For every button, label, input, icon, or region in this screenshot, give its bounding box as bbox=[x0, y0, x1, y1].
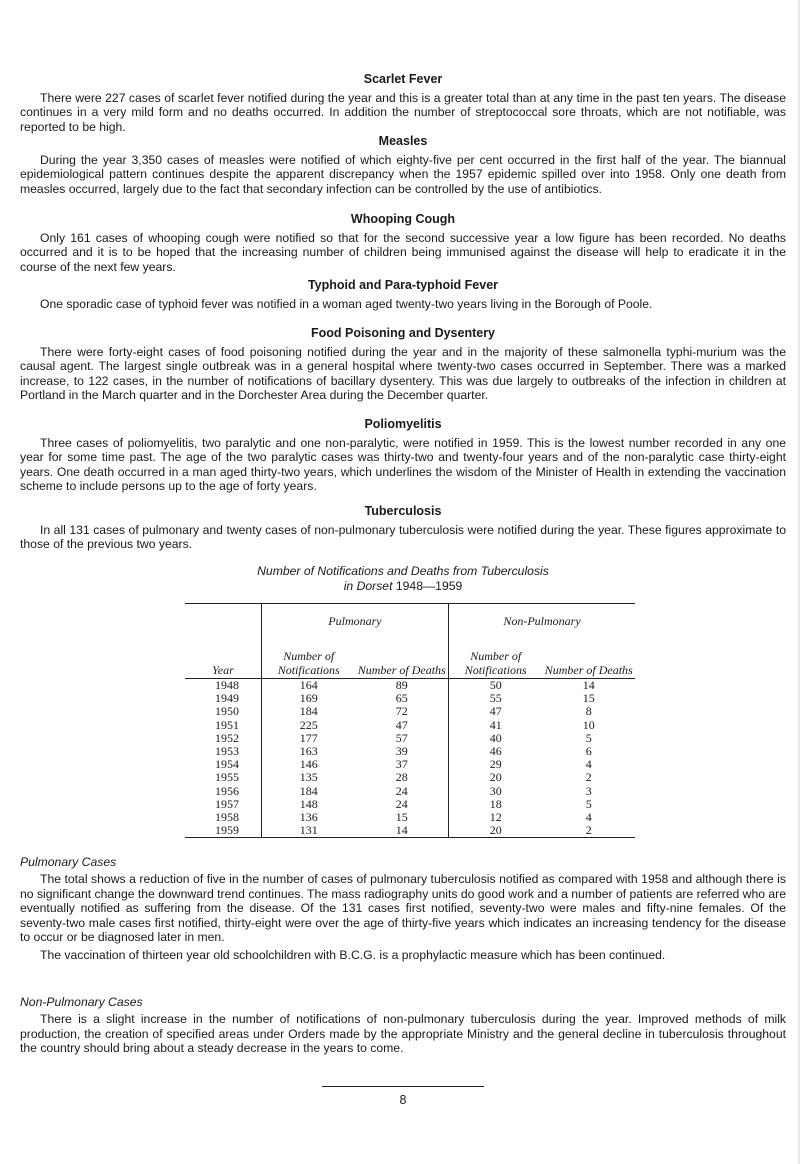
cell-pulmonary-notifications: 163 bbox=[261, 745, 355, 758]
cell-year: 1949 bbox=[214, 691, 239, 706]
section-paragraph: The total shows a reduction of five in the number of cases of pulmonary tuberculosis notified as compared with 1958 and although there is no significant change the downward trend continues. The mass radiography units do good work and a number of patients are referred who are eventually notified as suffering from the disease. Of the 131 cases first notified, seventy-two were males and fifty-nine females. Of the seventy-two male cases first notified, thirty-eight were over the age of thirty-five years which indicates an increasing tendency for the disease to occur or be diagnosed later in men. bbox=[20, 872, 787, 944]
cell-pulmonary-notifications: 184 bbox=[261, 785, 355, 798]
section-heading: Scarlet Fever bbox=[363, 72, 443, 86]
cell-pulmonary-deaths: 57 bbox=[395, 730, 408, 745]
cell-year: 1959 bbox=[185, 824, 261, 838]
cell-nonpulmonary-deaths: 2 bbox=[585, 770, 592, 785]
section-paragraph: Three cases of poliomyelitis, two paralytic and one non-paralytic, were notified in 1959. This is the lowest number recorded in any one year for some time past. The age of the two paralytic cases was thirty-two and twenty-four years and of the non-paralytic case thirty-eight years. One death occurred in a man aged thirty-two years, which underlines the wisdom of the Minister of Health in extending the vaccination scheme to include persons up to the age of forty years. bbox=[20, 435, 786, 493]
section-pulmonary-cases bbox=[20, 855, 786, 963]
tuberculosis-table bbox=[185, 603, 635, 838]
cell-pulmonary-deaths: 14 bbox=[355, 824, 448, 838]
cell-year: 1957 bbox=[214, 796, 239, 811]
cell-pulmonary-notifications: 177 bbox=[261, 732, 355, 745]
table-column-header bbox=[185, 640, 635, 679]
cell-pulmonary-notifications: 169 bbox=[261, 692, 355, 705]
section-heading: Poliomyelitis bbox=[364, 417, 442, 431]
cell-pulmonary-notifications: 131 bbox=[261, 824, 355, 838]
section-paragraph: One sporadic case of typhoid fever was notified in a woman aged twenty-two years living in the Borough of Poole. bbox=[40, 296, 653, 311]
cell-pulmonary-deaths: 47 bbox=[395, 717, 408, 732]
cell-pulmonary-notifications: 136 bbox=[261, 811, 355, 824]
cell-nonpulmonary-deaths: 8 bbox=[585, 704, 592, 719]
table-row bbox=[185, 732, 635, 745]
cell-nonpulmonary-deaths: 2 bbox=[542, 824, 635, 838]
table-row bbox=[185, 771, 635, 784]
group-header-pulmonary: Pulmonary bbox=[261, 604, 448, 641]
section-heading: Whooping Cough bbox=[350, 212, 456, 226]
section-heading: Typhoid and Para-typhoid Fever bbox=[307, 278, 499, 292]
table-row bbox=[185, 745, 635, 758]
section-heading: Tuberculosis bbox=[364, 504, 442, 518]
cell-nonpulmonary-notifications: 47 bbox=[448, 705, 542, 718]
section-paragraph: There were forty-eight cases of food poisoning notified during the year and in the majority of these salmonella typhi-murium was the causal agent. The largest single outbreak was in a general hospital where twenty-two cases occurred in September. There was a marked increase, to 122 cases, in the number of notifications of bacillary dysentery. This was due largely to outbreaks of the infection in children at Portland in the March quarter and in the Dorchester Area during the December quarter. bbox=[20, 344, 786, 402]
section-heading: Measles bbox=[378, 134, 428, 148]
column-header-pulmonary-deaths: Number of Deaths bbox=[355, 640, 448, 679]
table-row bbox=[185, 798, 635, 811]
cell-pulmonary-deaths: 24 bbox=[395, 783, 408, 798]
cell-pulmonary-notifications: 148 bbox=[261, 798, 355, 811]
table-body bbox=[185, 679, 635, 838]
table-row bbox=[185, 692, 635, 705]
section-food-poisoning bbox=[20, 326, 786, 402]
cell-nonpulmonary-notifications: 12 bbox=[448, 811, 542, 824]
cell-nonpulmonary-deaths: 4 bbox=[585, 757, 592, 772]
table-header-blank bbox=[185, 604, 261, 641]
cell-pulmonary-deaths: 72 bbox=[395, 704, 408, 719]
section-paragraph: The vaccination of thirteen year old schoolchildren with B.C.G. is a prophylactic measure which has been continued. bbox=[40, 948, 666, 963]
cell-nonpulmonary-notifications: 18 bbox=[448, 798, 542, 811]
section-non-pulmonary-cases bbox=[20, 995, 786, 1056]
cell-year: 1958 bbox=[214, 810, 239, 825]
table-caption-line bbox=[20, 579, 786, 594]
section-paragraph: There were 227 cases of scarlet fever notified during the year and this is a greater total than at any time in the past ten years. The disease continues in a very mild form and no deaths occurred. In addition the number of streptococcal sore throats, which are not notifiable, was reported to be high. bbox=[20, 90, 786, 134]
cell-nonpulmonary-deaths: 15 bbox=[582, 691, 595, 706]
table-row bbox=[185, 758, 635, 771]
table-group-header bbox=[185, 604, 635, 641]
cell-year: 1956 bbox=[214, 783, 239, 798]
section-paragraph: During the year 3,350 cases of measles were notified of which eighty-five per cent occurred in the first half of the year. The biannual epidemiological pattern continues despite the apparent discrepancy when the 1957 epidemic spilled over into 1958. Only one death from measles occurred, largely due to the fact that secondary infection can be controlled by the use of antibiotics. bbox=[20, 152, 786, 196]
column-header-year: Year bbox=[185, 640, 261, 679]
section-heading: Food Poisoning and Dysentery bbox=[310, 326, 496, 340]
section-scarlet-fever bbox=[20, 72, 786, 134]
column-header-pulmonary-notifications: Number of Notifications bbox=[261, 640, 355, 679]
cell-pulmonary-notifications: 164 bbox=[261, 679, 355, 693]
section-typhoid bbox=[20, 278, 786, 311]
cell-pulmonary-deaths: 24 bbox=[395, 796, 408, 811]
cell-nonpulmonary-notifications: 20 bbox=[448, 771, 542, 784]
cell-nonpulmonary-notifications: 30 bbox=[448, 785, 542, 798]
table-row bbox=[185, 705, 635, 718]
page-number: 8 bbox=[399, 1093, 407, 1107]
cell-pulmonary-deaths: 28 bbox=[395, 770, 408, 785]
group-header-non-pulmonary: Non-Pulmonary bbox=[448, 604, 635, 641]
section-whooping-cough bbox=[20, 212, 786, 274]
cell-nonpulmonary-deaths: 14 bbox=[582, 678, 595, 692]
cell-year: 1952 bbox=[214, 730, 239, 745]
cell-pulmonary-notifications: 225 bbox=[261, 719, 355, 732]
cell-nonpulmonary-notifications: 29 bbox=[448, 758, 542, 771]
table-row bbox=[185, 811, 635, 824]
cell-pulmonary-notifications: 135 bbox=[261, 771, 355, 784]
footer-rule bbox=[322, 1086, 484, 1087]
column-header-nonpulmonary-notifications: Number of Notifications bbox=[448, 640, 542, 679]
cell-nonpulmonary-deaths: 3 bbox=[585, 783, 592, 798]
cell-nonpulmonary-notifications: 40 bbox=[448, 732, 542, 745]
cell-nonpulmonary-notifications: 55 bbox=[448, 692, 542, 705]
cell-year: 1948 bbox=[214, 678, 239, 692]
column-header-nonpulmonary-deaths: Number of Deaths bbox=[542, 640, 635, 679]
table-caption-place: in Dorset bbox=[343, 579, 393, 594]
section-measles bbox=[20, 134, 786, 196]
table-caption-line: Number of Notifications and Deaths from Tuberculosis bbox=[257, 564, 549, 578]
cell-pulmonary-deaths: 65 bbox=[395, 691, 408, 706]
cell-year: 1950 bbox=[214, 704, 239, 719]
table-row bbox=[185, 785, 635, 798]
page-edge-shadow bbox=[796, 0, 800, 1164]
section-tuberculosis bbox=[20, 504, 786, 552]
cell-pulmonary-deaths: 15 bbox=[395, 810, 408, 825]
cell-nonpulmonary-deaths: 5 bbox=[585, 796, 592, 811]
cell-nonpulmonary-notifications: 41 bbox=[448, 719, 542, 732]
table-row bbox=[185, 824, 635, 838]
cell-pulmonary-deaths: 37 bbox=[395, 757, 408, 772]
cell-nonpulmonary-deaths: 10 bbox=[582, 717, 595, 732]
section-paragraph: There is a slight increase in the number of notifications of non-pulmonary tuberculosis during the year. Improved methods of milk production, the creation of specified areas under Orders made by the appropriate Ministry and the general decline in tuberculosis throughout the country should bring about a steady decrease in the years to come. bbox=[20, 1012, 786, 1056]
section-paragraph: Only 161 cases of whooping cough were notified so that for the second successive year a low figure has been recorded. No deaths occurred and it is to be hoped that the increasing number of children being immunised against the disease will help to eradicate it in the course of the next few years. bbox=[20, 230, 786, 274]
cell-nonpulmonary-notifications: 20 bbox=[448, 824, 542, 838]
cell-year: 1951 bbox=[214, 717, 239, 732]
subsection-label: Non-Pulmonary Cases bbox=[20, 995, 143, 1009]
cell-pulmonary-deaths: 89 bbox=[395, 678, 408, 692]
cell-pulmonary-notifications: 146 bbox=[261, 758, 355, 771]
cell-pulmonary-notifications: 184 bbox=[261, 705, 355, 718]
cell-nonpulmonary-deaths: 4 bbox=[585, 810, 592, 825]
cell-year: 1954 bbox=[214, 757, 239, 772]
section-paragraph: In all 131 cases of pulmonary and twenty cases of non-pulmonary tuberculosis were notified during the year. These figures approximate to those of the previous two years. bbox=[20, 522, 786, 552]
cell-nonpulmonary-deaths: 5 bbox=[585, 730, 592, 745]
cell-year: 1953 bbox=[214, 744, 239, 759]
cell-nonpulmonary-deaths: 6 bbox=[585, 744, 592, 759]
table-caption-years: 1948—1959 bbox=[395, 579, 463, 594]
subsection-label: Pulmonary Cases bbox=[20, 855, 117, 869]
section-poliomyelitis bbox=[20, 417, 786, 493]
cell-year: 1955 bbox=[214, 770, 239, 785]
table-caption bbox=[20, 564, 786, 595]
cell-nonpulmonary-notifications: 50 bbox=[448, 679, 542, 693]
cell-pulmonary-deaths: 39 bbox=[395, 744, 408, 759]
table-row bbox=[185, 679, 635, 693]
cell-nonpulmonary-notifications: 46 bbox=[448, 745, 542, 758]
table-row bbox=[185, 719, 635, 732]
